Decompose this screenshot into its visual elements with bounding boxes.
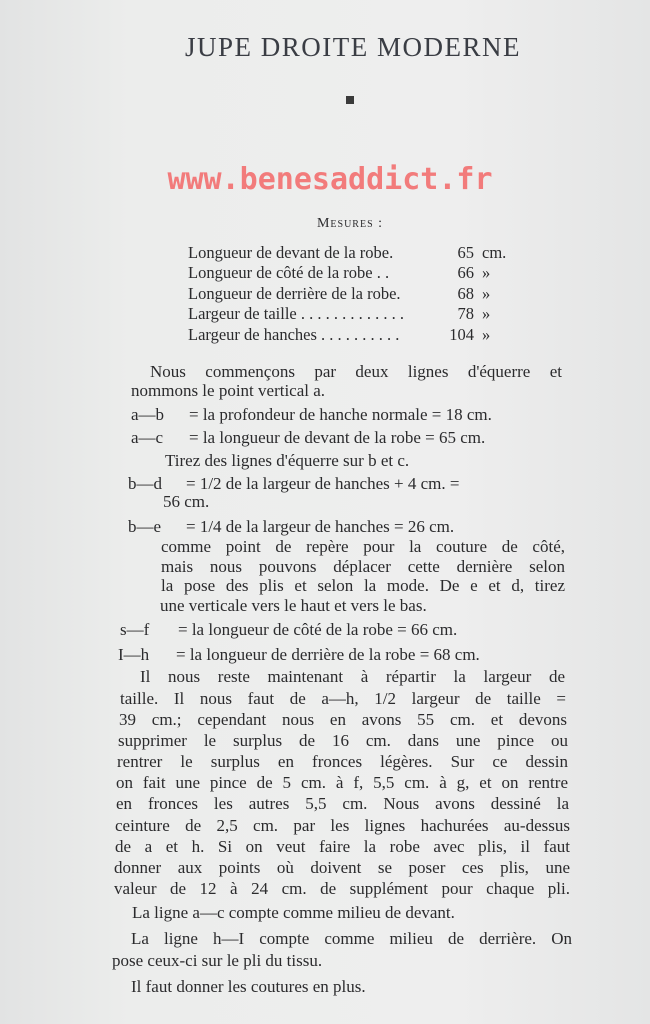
- equation-key: s—f: [120, 620, 150, 639]
- equation-text: = la profondeur de hanche normale = 18 cm.: [189, 405, 492, 424]
- measure-value: 66: [457, 263, 474, 282]
- text-line: Il nous reste maintenant à répartir la largeur de: [140, 667, 565, 686]
- text-line: la pose des plis et selon la mode. De e et d, tirez: [161, 576, 565, 595]
- text-line: mais nous pouvons déplacer cette dernière selon: [161, 557, 565, 576]
- text-line: on fait une pince de 5 cm. à f, 5,5 cm. à g, et on rentre: [116, 773, 568, 792]
- text-line: valeur de 12 à 24 cm. de supplément pour chaque pli.: [114, 879, 570, 898]
- text-line: rentrer le surplus en fronces légères. Sur ce dessin: [117, 752, 568, 771]
- text-line: nommons le point vertical a.: [131, 381, 326, 400]
- measure-row: [188, 243, 506, 263]
- measures-heading: Mesures :: [316, 216, 384, 231]
- measure-value: 65: [457, 243, 474, 262]
- measure-label: Longueur de derrière de la robe.: [188, 284, 401, 303]
- equation-line: [128, 474, 459, 494]
- text-line: en fronces les autres 5,5 cm. Nous avons dessiné la: [116, 794, 569, 813]
- text-line: Il faut donner les coutures en plus.: [131, 977, 366, 996]
- measure-unit: cm.: [482, 243, 507, 262]
- measure-label: Largeur de hanches . . . . . . . . . .: [188, 325, 400, 344]
- measure-unit: »: [482, 304, 491, 323]
- measure-row: [188, 263, 490, 283]
- text-line: 56 cm.: [163, 492, 210, 511]
- equation-key: b—d: [128, 474, 162, 493]
- text-line: ceinture de 2,5 cm. par les lignes hachurées au-dessus: [115, 816, 570, 835]
- measure-unit: »: [482, 263, 491, 282]
- equation-text: = la longueur de derrière de la robe = 68 cm.: [176, 645, 480, 664]
- text-line: Nous commençons par deux lignes d'équerre et: [150, 362, 562, 381]
- text-line: La ligne a—c compte comme milieu de devant.: [132, 903, 455, 922]
- measure-label: Longueur de devant de la robe.: [188, 243, 394, 262]
- measure-row: [188, 325, 490, 345]
- equation-key: a—b: [131, 405, 165, 424]
- text-line: comme point de repère pour la couture de côté,: [161, 537, 565, 556]
- text-line: une verticale vers le haut et vers le bas.: [160, 596, 427, 615]
- equation-key: b—e: [128, 517, 162, 536]
- text-line: La ligne h—I compte comme milieu de derrière. On: [131, 929, 572, 948]
- measure-row: [188, 304, 490, 324]
- equation-line: [131, 428, 485, 448]
- measure-label: Longueur de côté de la robe . .: [188, 263, 390, 282]
- equation-line: [120, 620, 457, 640]
- measure-label: Largeur de taille . . . . . . . . . . . . .: [188, 304, 404, 323]
- measure-value: 78: [457, 304, 474, 323]
- measure-unit: »: [482, 284, 491, 303]
- measure-value: 104: [449, 325, 474, 344]
- text-line: de a et h. Si on veut faire la robe avec plis, il faut: [115, 837, 570, 856]
- measure-row: [188, 284, 490, 304]
- measure-value: 68: [457, 284, 474, 303]
- ornament-square: [346, 96, 354, 104]
- equation-text: = la longueur de devant de la robe = 65 cm.: [189, 428, 486, 447]
- equation-text: = 1/4 de la largeur de hanches = 26 cm.: [186, 517, 455, 536]
- equation-key: I—h: [118, 645, 150, 664]
- equation-text: = la longueur de côté de la robe = 66 cm.: [178, 620, 458, 639]
- equation-text: = 1/2 de la largeur de hanches + 4 cm. =: [186, 474, 460, 493]
- equation-key: a—c: [131, 428, 164, 447]
- watermark: www.benesaddict.fr: [167, 162, 493, 197]
- measure-unit: »: [482, 325, 491, 344]
- page-title: JUPE DROITE MODERNE: [185, 32, 521, 62]
- text-line: donner aux points où doivent se poser ces plis, une: [114, 858, 570, 877]
- equation-line: [128, 517, 454, 537]
- equation-line: [118, 645, 480, 665]
- text-line: 39 cm.; cependant nous en avons 55 cm. et devons: [119, 710, 567, 729]
- text-line: Tirez des lignes d'équerre sur b et c.: [165, 451, 410, 470]
- text-line: taille. Il nous faut de a—h, 1/2 largeur de taille =: [120, 689, 566, 708]
- text-line: supprimer le surplus de 16 cm. dans une pince ou: [118, 731, 568, 750]
- equation-line: [131, 405, 492, 425]
- text-line: pose ceux-ci sur le pli du tissu.: [112, 951, 323, 970]
